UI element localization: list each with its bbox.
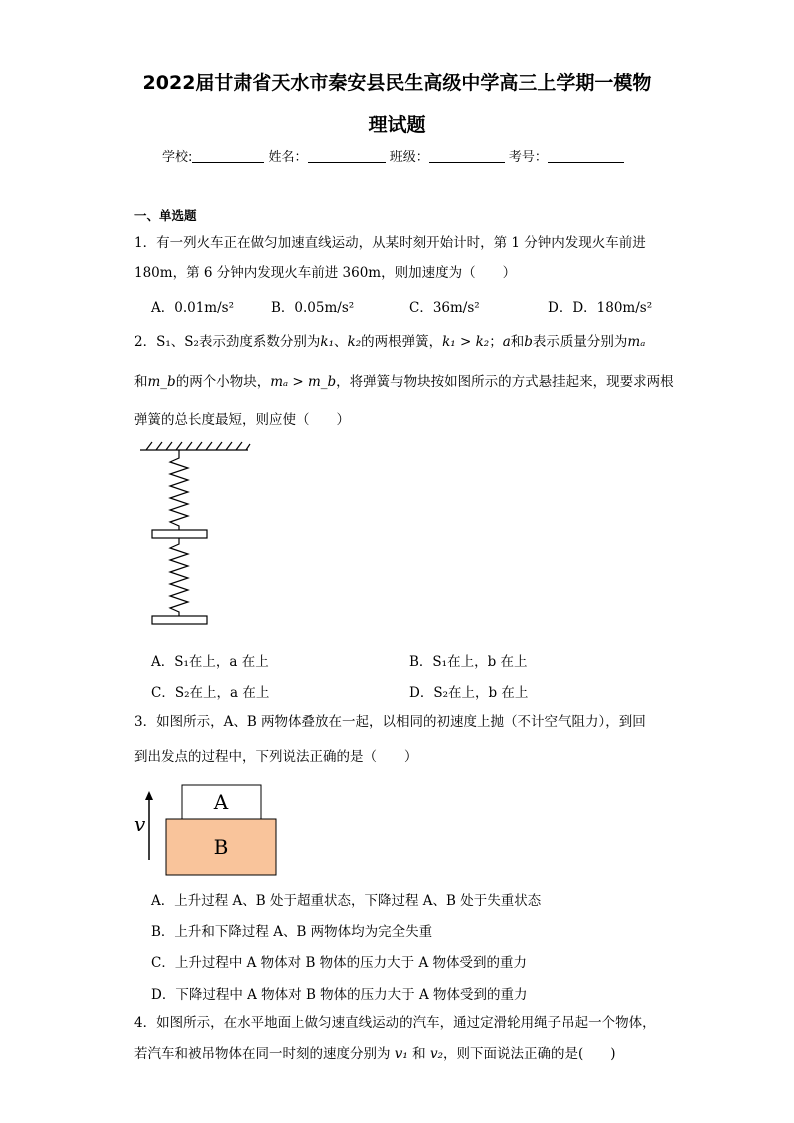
q3-option-b[interactable]: B．上升和下降过程 A、B 两物体均为完全失重: [151, 924, 433, 940]
q3-option-a[interactable]: A．上升过程 A、B 处于超重状态，下降过程 A、B 处于失重状态: [151, 893, 542, 909]
q2-stem-line3: 弹簧的总长度最短，则应使（ ）: [134, 412, 350, 428]
lower-block: [152, 616, 207, 624]
q4-text-2c: ，则下面说法正确的是( ): [442, 1046, 616, 1062]
q3-option-c[interactable]: C．上升过程中 A 物体对 B 物体的压力大于 A 物体受到的重力: [151, 955, 527, 971]
school-blank[interactable]: [192, 150, 264, 163]
q2-mb: m_b: [147, 374, 176, 390]
spring-diagram: [138, 438, 258, 634]
q1-option-a[interactable]: A．0.01m/s²: [151, 300, 234, 316]
class-label: 班级：: [389, 150, 429, 165]
q4-v2: v₂: [429, 1046, 443, 1062]
name-blank[interactable]: [308, 150, 386, 163]
q1-stem-line2: 180m，第 6 分钟内发现火车前进 360m，则加速度为（ ）: [134, 265, 517, 281]
section-title: 一、单选题: [134, 208, 197, 223]
q2-option-b[interactable]: B．S₁在上，b 在上: [409, 654, 528, 670]
q3-stem-line2: 到出发点的过程中，下列说法正确的是（ ）: [134, 749, 418, 765]
q4-text-2b: 和: [407, 1046, 430, 1062]
q2-m-inequality: mₐ > m_b: [270, 374, 337, 390]
ceiling-hatch: [146, 442, 250, 450]
q2-k1: k₁: [320, 334, 335, 350]
velocity-label: v: [134, 812, 146, 836]
q2-text-2c: ，将弹簧与物块按如图所示的方式悬挂起来，现要求两根: [336, 374, 674, 390]
q2-text-1b: 的两根弹簧，: [361, 334, 443, 350]
upper-block: [152, 530, 207, 538]
q2-text-1c: ；: [489, 334, 503, 350]
q3-stem-line1: 3．如图所示，A、B 两物体叠放在一起，以相同的初速度上抛（不计空气阻力），到回: [134, 714, 646, 730]
velocity-arrowhead: [145, 791, 153, 800]
q2-k2: k₂: [347, 334, 362, 350]
q3-option-d[interactable]: D．下降过程中 A 物体对 B 物体的压力大于 A 物体受到的重力: [151, 987, 528, 1003]
q2-option-d[interactable]: D．S₂在上，b 在上: [409, 685, 529, 701]
name-label: 姓名：: [268, 150, 308, 165]
q4-v1: v₁: [394, 1046, 408, 1062]
exam-title-line1: 2022届甘肃省天水市秦安县民生高级中学高三上学期一模物: [142, 72, 652, 94]
lower-spring: [170, 538, 188, 616]
school-label: 学校:: [162, 150, 193, 165]
q2-text-2b: 的两个小物块，: [175, 374, 271, 390]
q2-stem-line2: [134, 373, 674, 391]
q2-text-1d: 和: [510, 334, 525, 350]
q2-text-1a: 2．S₁、S₂表示劲度系数分别为: [134, 334, 321, 350]
q4-stem-line2: [134, 1045, 616, 1063]
q2-sep: 、: [334, 334, 348, 350]
q2-a: a: [502, 334, 511, 350]
q2-b: b: [524, 334, 533, 350]
student-info-row: [162, 146, 624, 165]
q2-option-c[interactable]: C．S₂在上，a 在上: [151, 685, 270, 701]
stacked-blocks-diagram: [130, 782, 280, 882]
q2-stem-line1: [134, 333, 645, 351]
q1-option-b[interactable]: B．0.05m/s²: [271, 300, 355, 316]
exam-title-line2: 理试题: [368, 114, 426, 136]
q2-option-a[interactable]: A．S₁在上，a 在上: [151, 654, 269, 670]
q2-text-2a: 和: [134, 374, 148, 390]
upper-spring: [170, 450, 188, 530]
q1-option-c[interactable]: C．36m/s²: [409, 300, 480, 316]
class-blank[interactable]: [429, 150, 505, 163]
block-b-label: B: [213, 835, 229, 859]
number-label: 考号：: [508, 150, 548, 165]
q2-k-inequality: k₁ > k₂: [442, 334, 490, 350]
q1-option-d[interactable]: D．D．180m/s²: [548, 300, 653, 316]
q2-ma: mₐ: [627, 334, 646, 350]
block-a-label: A: [213, 790, 229, 814]
q1-stem-line1: 1．有一列火车正在做匀加速直线运动，从某时刻开始计时，第 1 分钟内发现火车前进: [134, 235, 646, 251]
q4-text-2a: 若汽车和被吊物体在同一时刻的速度分别为: [134, 1046, 395, 1062]
q4-stem-line1: 4．如图所示，在水平地面上做匀速直线运动的汽车，通过定滑轮用绳子吊起一个物体，: [134, 1015, 656, 1031]
q2-text-1e: 表示质量分别为: [532, 334, 628, 350]
number-blank[interactable]: [548, 150, 624, 163]
